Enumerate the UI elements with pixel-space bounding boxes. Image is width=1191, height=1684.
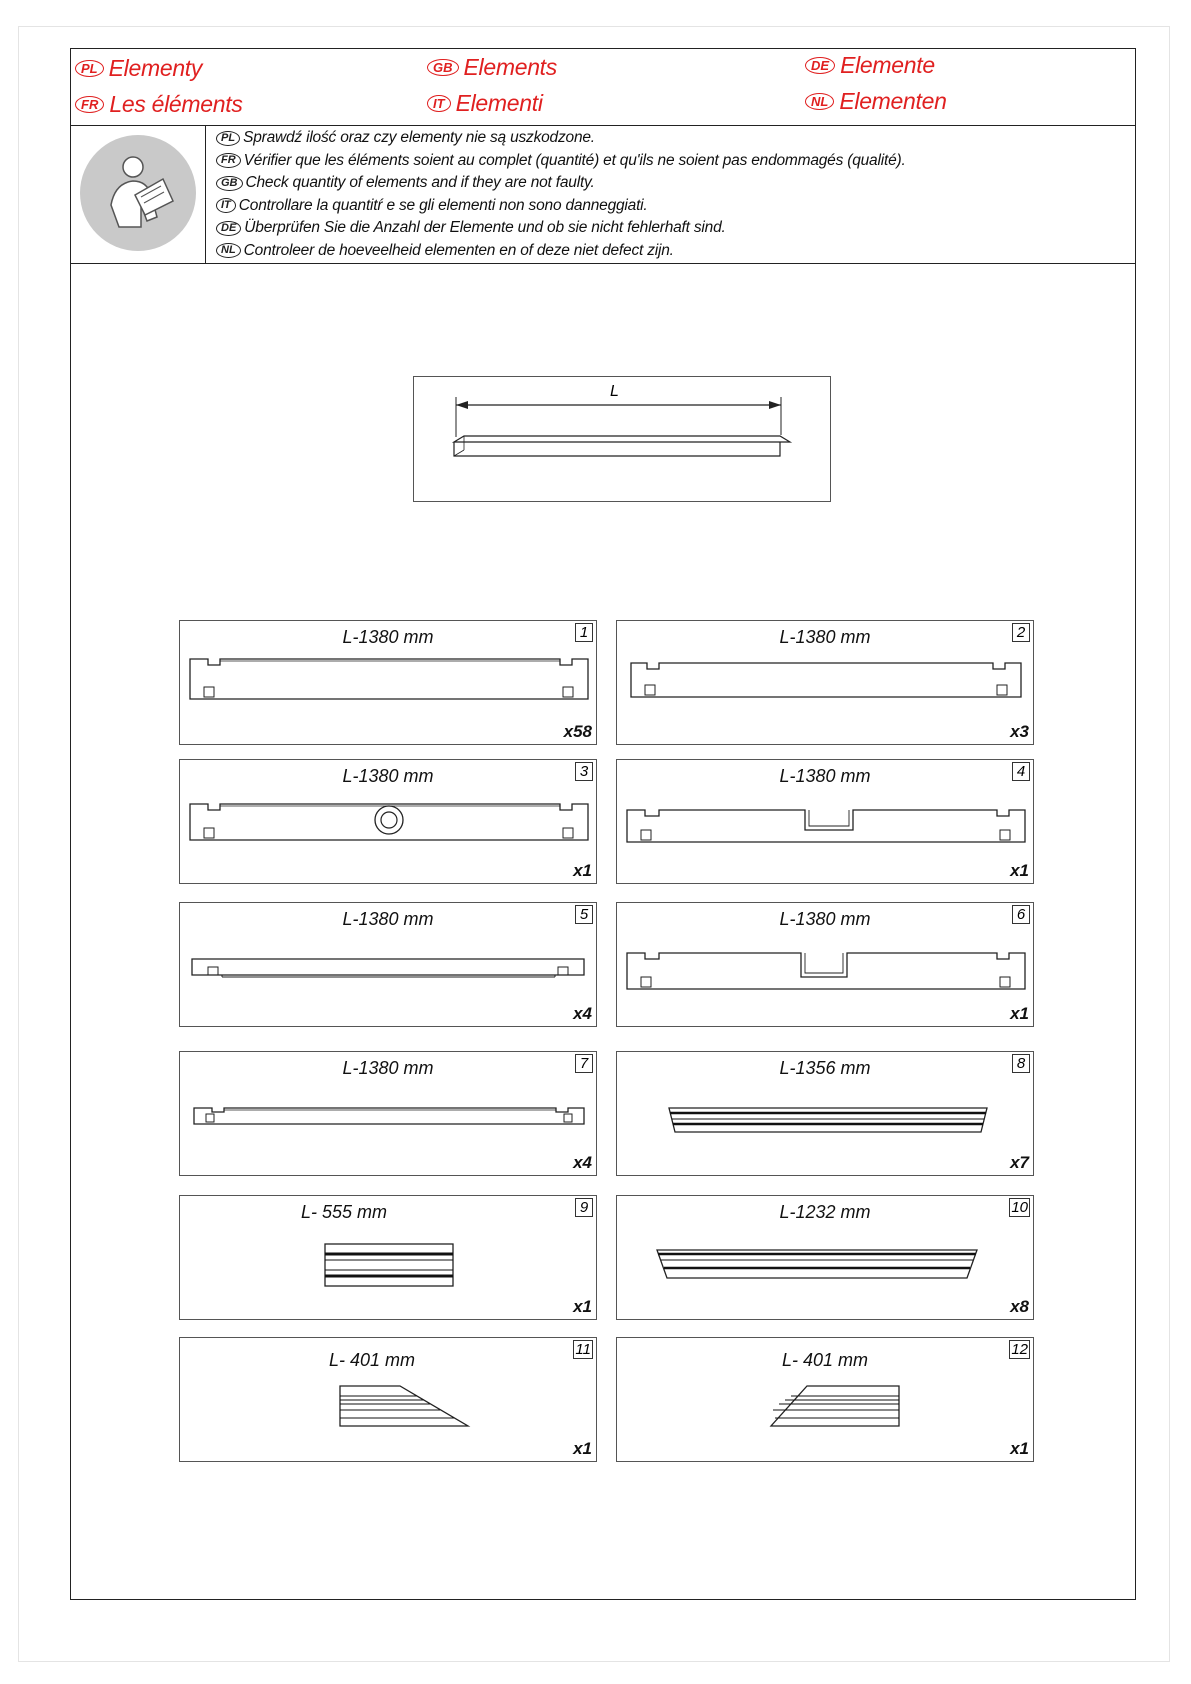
part-length: L-1380 mm bbox=[342, 766, 434, 786]
instruction-line bbox=[216, 172, 906, 195]
part-card-3 bbox=[179, 759, 597, 884]
instruction-text: Check quantity of elements and if they are not faulty. bbox=[245, 174, 595, 192]
part-quantity: x1 bbox=[1010, 1439, 1029, 1458]
title-text: Elementen bbox=[839, 88, 947, 114]
language-badge: PL bbox=[75, 60, 104, 77]
title-fr bbox=[75, 91, 243, 118]
part-number: 2 bbox=[1012, 623, 1030, 642]
part-quantity: x1 bbox=[1010, 861, 1029, 880]
part-number: 8 bbox=[1012, 1054, 1030, 1073]
part-number: 6 bbox=[1012, 905, 1030, 924]
length-diagram bbox=[413, 376, 831, 502]
part-drawing bbox=[180, 760, 598, 885]
part-card-7 bbox=[179, 1051, 597, 1176]
length-label: L bbox=[610, 383, 619, 400]
instruction-text: Überprüfen Sie die Anzahl der Elemente und ob sie nicht fehlerhaft sind. bbox=[244, 219, 726, 237]
part-length: L-1356 mm bbox=[779, 1058, 871, 1078]
part-drawing bbox=[180, 1052, 598, 1177]
part-number: 7 bbox=[575, 1054, 593, 1073]
part-number: 1 bbox=[575, 623, 593, 642]
part-length: L- 401 mm bbox=[328, 1350, 416, 1370]
part-quantity: x58 bbox=[563, 722, 592, 741]
title-de bbox=[805, 52, 935, 79]
part-card-8 bbox=[616, 1051, 1034, 1176]
part-length: L-1380 mm bbox=[342, 909, 434, 929]
part-drawing bbox=[617, 1196, 1035, 1321]
part-length: L-1380 mm bbox=[779, 766, 871, 786]
part-drawing bbox=[180, 1196, 598, 1321]
part-number: 12 bbox=[1011, 1341, 1028, 1358]
part-card-2 bbox=[616, 620, 1034, 745]
part-quantity: x1 bbox=[1010, 1004, 1029, 1023]
instruction-text: Controllare la quantitŕ e se gli elementi non sono danneggiati. bbox=[238, 196, 648, 214]
read-manual-icon bbox=[71, 125, 206, 263]
instruction-line bbox=[216, 127, 906, 150]
part-card-5 bbox=[179, 902, 597, 1027]
title-pl bbox=[75, 55, 202, 82]
part-card-6 bbox=[616, 902, 1034, 1027]
instruction-text: Sprawdź ilość oraz czy elementy nie są uszkodzone. bbox=[243, 129, 595, 147]
part-drawing bbox=[617, 760, 1035, 885]
part-drawing bbox=[180, 1338, 598, 1463]
instruction-text: Vérifier que les éléments soient au complet (quantité) et qu'ils ne soient pas endommagés (qualité). bbox=[243, 151, 906, 169]
part-quantity: x1 bbox=[573, 1297, 592, 1316]
title-gb bbox=[427, 54, 557, 81]
part-quantity: x1 bbox=[573, 1439, 592, 1458]
instruction-line bbox=[216, 240, 906, 263]
part-drawing bbox=[180, 903, 598, 1028]
part-quantity: x4 bbox=[573, 1004, 592, 1023]
part-card-1 bbox=[179, 620, 597, 745]
part-number: 3 bbox=[575, 762, 593, 781]
part-number: 4 bbox=[1012, 762, 1030, 781]
part-drawing bbox=[617, 1338, 1035, 1463]
part-card-12 bbox=[616, 1337, 1034, 1462]
part-length: L-1380 mm bbox=[342, 627, 434, 647]
part-card-9 bbox=[179, 1195, 597, 1320]
language-badge: GB bbox=[216, 176, 243, 191]
part-number: 9 bbox=[575, 1198, 593, 1217]
part-quantity: x1 bbox=[573, 861, 592, 880]
instruction-line bbox=[216, 217, 906, 240]
language-badge: NL bbox=[805, 93, 834, 110]
instruction-line bbox=[216, 195, 906, 218]
part-number: 5 bbox=[575, 905, 593, 924]
instructions-section bbox=[71, 125, 1135, 264]
title-nl bbox=[805, 88, 947, 115]
part-length: L- 555 mm bbox=[300, 1202, 388, 1222]
part-length: L- 401 mm bbox=[781, 1350, 869, 1370]
language-badge: NL bbox=[216, 243, 241, 258]
title-text: Elements bbox=[463, 54, 557, 80]
part-drawing bbox=[617, 1052, 1035, 1177]
instruction-line bbox=[216, 150, 906, 173]
language-badge: FR bbox=[75, 96, 104, 113]
part-card-4 bbox=[616, 759, 1034, 884]
title-header bbox=[71, 49, 1135, 126]
part-quantity: x8 bbox=[1010, 1297, 1029, 1316]
title-text: Elementi bbox=[455, 90, 543, 116]
part-card-10 bbox=[616, 1195, 1034, 1320]
part-drawing bbox=[617, 621, 1035, 746]
part-length: L-1380 mm bbox=[779, 909, 871, 929]
language-badge: DE bbox=[216, 221, 241, 236]
part-quantity: x7 bbox=[1010, 1153, 1029, 1172]
language-badge: IT bbox=[427, 95, 451, 112]
title-text: Elemente bbox=[840, 52, 935, 78]
title-text: Les éléments bbox=[109, 91, 243, 117]
part-drawing bbox=[617, 903, 1035, 1028]
part-length: L-1380 mm bbox=[779, 627, 871, 647]
part-card-11 bbox=[179, 1337, 597, 1462]
part-number: 10 bbox=[1011, 1199, 1028, 1216]
title-it bbox=[427, 90, 543, 117]
part-drawing bbox=[180, 621, 598, 746]
part-length: L-1232 mm bbox=[779, 1202, 871, 1222]
part-quantity: x4 bbox=[573, 1153, 592, 1172]
instruction-text: Controleer de hoeveelheid elementen en of deze niet defect zijn. bbox=[243, 241, 674, 259]
part-quantity: x3 bbox=[1010, 722, 1029, 741]
language-badge: IT bbox=[216, 198, 236, 213]
language-badge: FR bbox=[216, 153, 241, 168]
part-length: L-1380 mm bbox=[342, 1058, 434, 1078]
title-text: Elementy bbox=[108, 55, 203, 81]
part-number: 11 bbox=[575, 1341, 591, 1358]
language-badge: GB bbox=[427, 59, 459, 76]
language-badge: DE bbox=[805, 57, 835, 74]
language-badge: PL bbox=[216, 131, 240, 146]
